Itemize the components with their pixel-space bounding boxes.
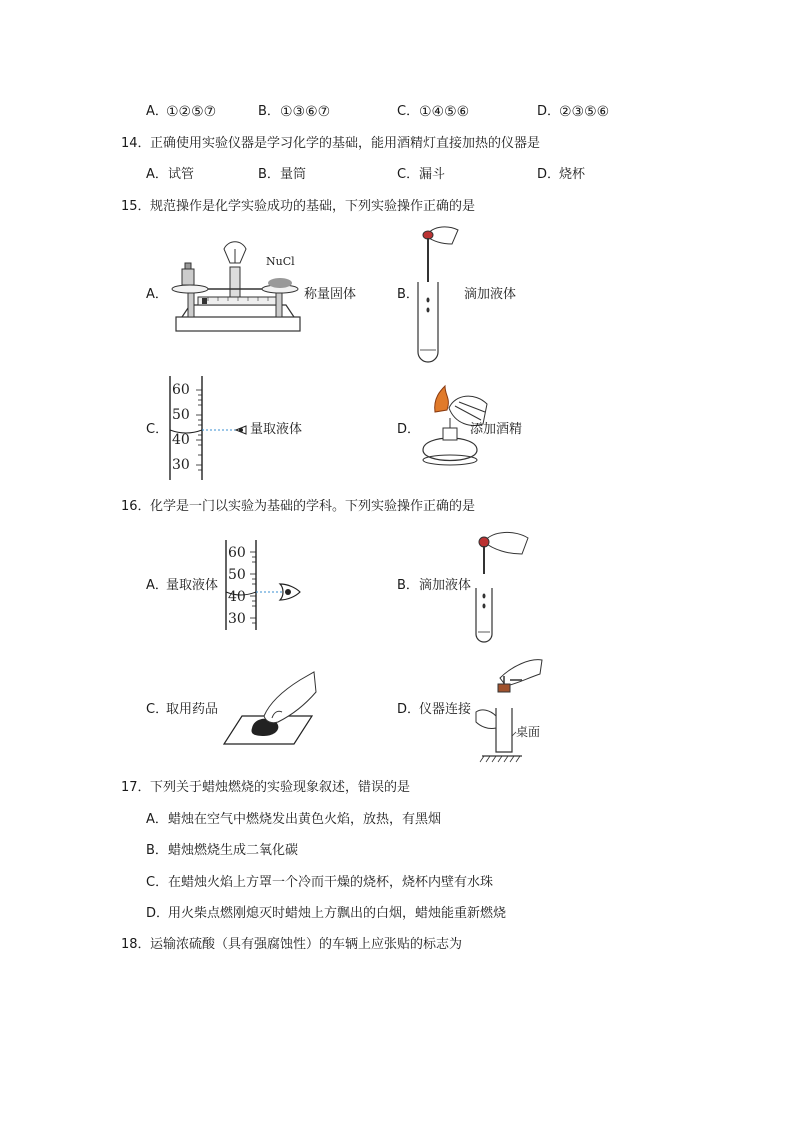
q17-number: 17． [121,780,151,795]
q16-option-a-letter: A． [146,578,168,593]
q16-stem: 化学是一门以实验为基础的学科。下列实验操作正确的是 [150,499,476,514]
q13-option-b-letter: B． [258,104,280,119]
q17-stem: 下列关于蜡烛燃烧的实验现象叙述，错误的是 [150,780,411,795]
q15-number: 15． [121,199,151,214]
q15-option-c-caption: 量取液体 [250,422,303,437]
balance-nacl-label: NuCl [266,255,295,268]
q17-option-b-text: 蜡烛燃烧生成二氧化碳 [168,843,299,858]
scale-label-50: 50 [228,567,246,583]
q18-number: 18． [121,937,151,952]
q16-option-b-caption: 滴加液体 [419,578,472,593]
q17-option-a-text: 蜡烛在空气中燃烧发出黄色火焰，放热，有黑烟 [168,812,442,827]
q16-option-b-letter: B． [397,578,419,593]
q15-option-d-letter: D． [397,422,421,437]
q14-stem: 正确使用实验仪器是学习化学的基础，能用酒精灯直接加热的仪器是 [150,136,541,151]
desk-surface-label: 桌面 [516,725,541,739]
q15-option-a-letter: A． [146,287,168,302]
scale-label-40: 40 [172,432,190,448]
q17-option-b-letter: B． [146,843,168,858]
balance-figure [168,245,318,337]
q13-option-d-letter: D． [537,104,561,119]
cylinder-figure-15c [160,376,250,480]
q17-option-a-letter: A． [146,812,168,827]
scale-label-60: 60 [228,545,246,561]
q15-option-b-letter: B． [397,287,419,302]
q15-option-d-caption: 添加酒精 [470,422,523,437]
q15-option-b-caption: 滴加液体 [464,287,517,302]
take-reagent-figure [224,672,316,744]
q14-option-a-text: 试管 [168,167,195,182]
dropper-tube-figure-16b [470,528,534,644]
q14-option-d-letter: D． [537,167,561,182]
q13-option-b-text: ①③⑥⑦ [280,104,331,120]
q15-option-a-caption: 称量固体 [304,287,357,302]
q15-option-c-letter: C． [146,422,169,437]
q16-option-d-letter: D． [397,702,421,717]
q17-option-c-text: 在蜡烛火焰上方罩一个冷而干燥的烧杯，烧杯内壁有水珠 [168,875,494,890]
scale-label-50: 50 [172,407,190,423]
q14-option-b-text: 量筒 [280,167,307,182]
dropper-tube-figure [412,222,462,362]
scale-label-40: 40 [228,589,246,605]
eye-icon [239,428,243,432]
q16-number: 16． [121,499,151,514]
q16-option-a-caption: 量取液体 [166,578,219,593]
q15-stem: 规范操作是化学实验成功的基础，下列实验操作正确的是 [150,199,476,214]
q14-option-c-text: 漏斗 [419,167,446,182]
q13-option-c-text: ①④⑤⑥ [419,104,470,120]
q14-option-d-text: 烧杯 [559,167,586,182]
scale-label-30: 30 [228,611,246,627]
q16-option-c-caption: 取用药品 [166,702,219,717]
q13-option-a-letter: A． [146,104,168,119]
cylinder-figure-16a [222,540,306,630]
scale-label-30: 30 [172,457,190,473]
q16-option-c-letter: C． [146,702,169,717]
q13-option-d-text: ②③⑤⑥ [559,104,610,120]
q13-option-c-letter: C． [397,104,420,119]
scale-label-60: 60 [172,382,190,398]
apparatus-connection-figure [476,656,566,762]
q14-option-a-letter: A． [146,167,168,182]
q17-option-d-letter: D． [146,906,170,921]
q14-option-b-letter: B． [258,167,280,182]
q14-option-c-letter: C． [397,167,420,182]
q13-option-a-text: ①②⑤⑦ [166,104,217,120]
q14-number: 14． [121,136,151,151]
q16-option-d-caption: 仪器连接 [419,702,472,717]
q18-stem: 运输浓硫酸（具有强腐蚀性）的车辆上应张贴的标志为 [150,937,463,952]
q17-option-c-letter: C． [146,875,169,890]
q17-option-d-text: 用火柴点燃刚熄灭时蜡烛上方飘出的白烟，蜡烛能重新燃烧 [168,906,507,921]
